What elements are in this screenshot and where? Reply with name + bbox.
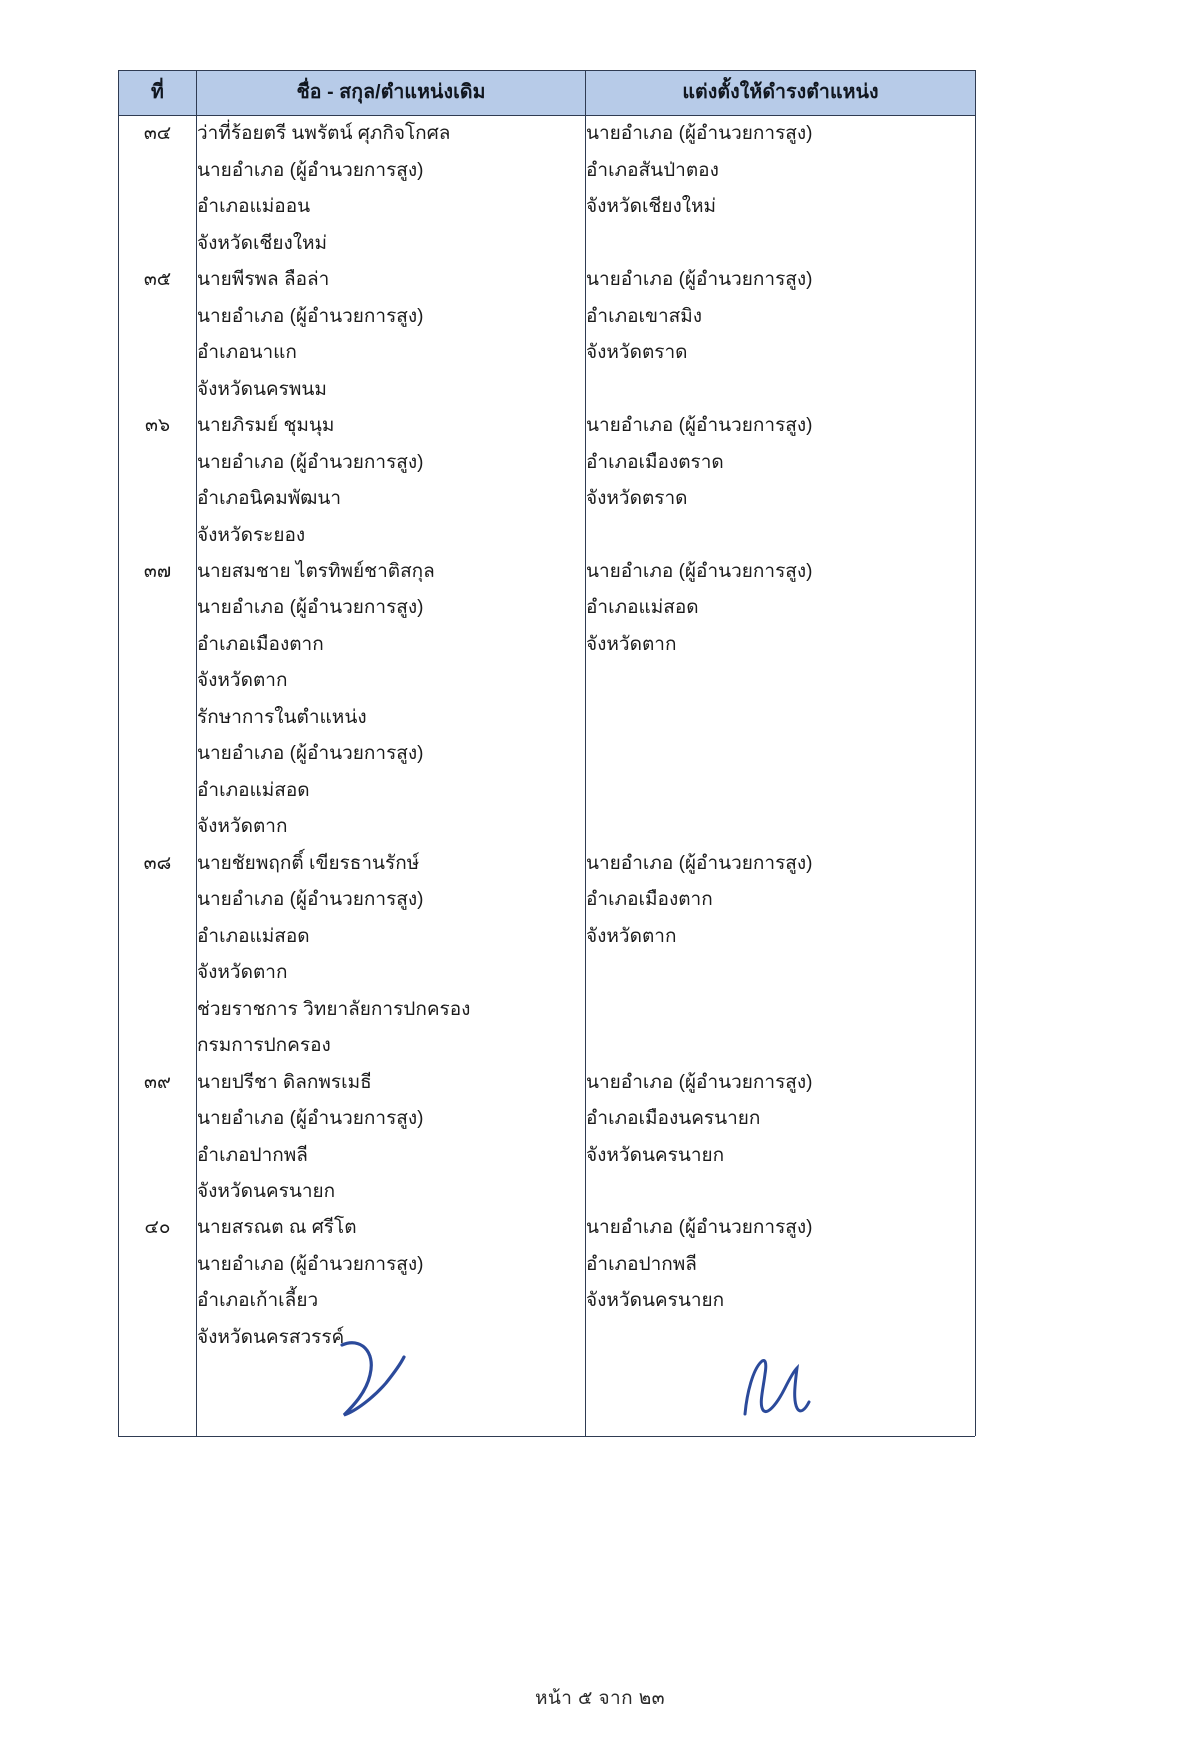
text-line: จังหวัดตาก (197, 962, 288, 984)
text-line: จังหวัดนครนายก (197, 1180, 336, 1202)
row-number: ๓๖ (119, 408, 197, 554)
text-line: นายสรณต ณ ศรีโต (197, 1217, 357, 1239)
column-header-from: ชื่อ - สกุล/ตำแหน่งเดิม (197, 71, 586, 116)
text-line: จังหวัดนครนายก (586, 1144, 725, 1166)
table-body (119, 116, 976, 1356)
cell-current-position (197, 1065, 586, 1211)
text-line: อำเภอปากพลี (586, 1253, 697, 1275)
text-line: อำเภอแม่สอด (197, 925, 310, 947)
appointment-table (118, 70, 976, 1356)
text-line: นายอำเภอ (ผู้อำนวยการสูง) (197, 743, 424, 765)
text-line: จังหวัดระยอง (197, 524, 306, 546)
text-line: อำเภอเมืองนครนายก (586, 1108, 761, 1130)
cell-current-position (197, 846, 586, 1065)
table-row (119, 262, 976, 408)
row-number: ๓๔ (119, 116, 197, 262)
text-line: นายอำเภอ (ผู้อำนวยการสูง) (586, 415, 813, 437)
text-line: นายอำเภอ (ผู้อำนวยการสูง) (197, 305, 424, 327)
text-line: ว่าที่ร้อยตรี นพรัตน์ ศุภกิจโกศล (197, 123, 451, 145)
text-line: อำเภอปากพลี (197, 1144, 308, 1166)
row-number: ๓๘ (119, 846, 197, 1065)
cell-new-position (586, 554, 976, 846)
text-line: นายอำเภอ (ผู้อำนวยการสูง) (197, 597, 424, 619)
text-line: นายอำเภอ (ผู้อำนวยการสูง) (586, 1071, 813, 1093)
column-header-to: แต่งตั้งให้ดำรงตำแหน่ง (586, 71, 976, 116)
text-line: จังหวัดตาก (586, 633, 677, 655)
table-rule (118, 1356, 119, 1436)
cell-current-position (197, 262, 586, 408)
cell-new-position (586, 846, 976, 1065)
text-line: นายอำเภอ (ผู้อำนวยการสูง) (197, 451, 424, 473)
text-line: อำเภอแม่สอด (586, 597, 699, 619)
text-line: นายภิรมย์ ชุมนุม (197, 415, 335, 437)
text-line: นายสมชาย ไตรทิพย์ชาติสกุล (197, 561, 435, 582)
cell-current-position (197, 408, 586, 554)
cell-new-position (586, 262, 976, 408)
cell-current-position (197, 554, 586, 846)
text-line: จังหวัดตราด (586, 342, 688, 364)
row-number: ๔๐ (119, 1210, 197, 1356)
cell-current-position (197, 116, 586, 262)
text-line: นายอำเภอ (ผู้อำนวยการสูง) (586, 1217, 813, 1239)
text-line: อำเภอเก้าเลี้ยว (197, 1290, 319, 1312)
table-row (119, 408, 976, 554)
cell-new-position (586, 1065, 976, 1211)
page-footer: หน้า ๕ จาก ๒๓ (534, 1688, 666, 1709)
text-line: จังหวัดนครพนม (197, 378, 327, 400)
text-line: รักษาการในตำแหน่ง (197, 706, 367, 728)
text-line: จังหวัดตาก (586, 925, 677, 947)
text-line: อำเภอแม่ออน (197, 196, 311, 218)
text-line: นายอำเภอ (ผู้อำนวยการสูง) (197, 1253, 424, 1275)
text-line: นายอำเภอ (ผู้อำนวยการสูง) (586, 269, 813, 291)
text-line: อำเภอเขาสมิง (586, 305, 703, 327)
text-line: อำเภอเมืองตาก (586, 889, 713, 911)
text-line: อำเภอแม่สอด (197, 779, 310, 801)
text-line: นายอำเภอ (ผู้อำนวยการสูง) (586, 561, 813, 582)
cell-new-position (586, 408, 976, 554)
row-number: ๓๙ (119, 1065, 197, 1211)
table-row (119, 116, 976, 262)
text-line: จังหวัดนครสวรรค์ (197, 1326, 345, 1348)
text-line: จังหวัดนครนายก (586, 1290, 725, 1312)
text-line: จังหวัดตาก (197, 670, 288, 692)
text-line: จังหวัดเชียงใหม่ (586, 196, 717, 218)
cell-new-position (586, 1210, 976, 1356)
table-row (119, 1065, 976, 1211)
table-header-row (119, 71, 976, 116)
cell-current-position (197, 1210, 586, 1356)
text-line: นายอำเภอ (ผู้อำนวยการสูง) (197, 889, 424, 911)
table-bottom-border (118, 1436, 975, 1437)
signature-right (735, 1352, 815, 1432)
cell-new-position (586, 116, 976, 262)
table-row (119, 846, 976, 1065)
text-line: อำเภอเมืองตราด (586, 451, 724, 473)
column-header-no: ที่ (119, 71, 197, 116)
text-line: นายอำเภอ (ผู้อำนวยการสูง) (197, 1108, 424, 1130)
row-number: ๓๗ (119, 554, 197, 846)
text-line: อำเภอเมืองตาก (197, 633, 324, 655)
text-line: จังหวัดตราด (586, 488, 688, 510)
table-rule (585, 1356, 586, 1436)
table-row (119, 554, 976, 846)
table-row (119, 1210, 976, 1356)
text-line: จังหวัดตาก (197, 816, 288, 838)
text-line: ช่วยราชการ วิทยาลัยการปกครอง (197, 998, 471, 1020)
text-line: นายพีรพล ลือล่า (197, 269, 330, 291)
text-line: อำเภอนาแก (197, 342, 297, 364)
text-line: อำเภอสันป่าตอง (586, 159, 719, 181)
table-rule (975, 1356, 976, 1436)
text-line: จังหวัดเชียงใหม่ (197, 232, 328, 254)
text-line: นายอำเภอ (ผู้อำนวยการสูง) (197, 159, 424, 181)
text-line: นายอำเภอ (ผู้อำนวยการสูง) (586, 123, 813, 145)
text-line: นายอำเภอ (ผู้อำนวยการสูง) (586, 852, 813, 874)
text-line: กรมการปกครอง (197, 1035, 331, 1057)
text-line: นายชัยพฤกติ์ เขียรธานรักษ์ (197, 852, 420, 874)
row-number: ๓๕ (119, 262, 197, 408)
text-line: อำเภอนิคมพัฒนา (197, 488, 342, 510)
text-line: นายปรีชา ดิลกพรเมธี (197, 1071, 372, 1093)
table-rule (196, 1356, 197, 1436)
